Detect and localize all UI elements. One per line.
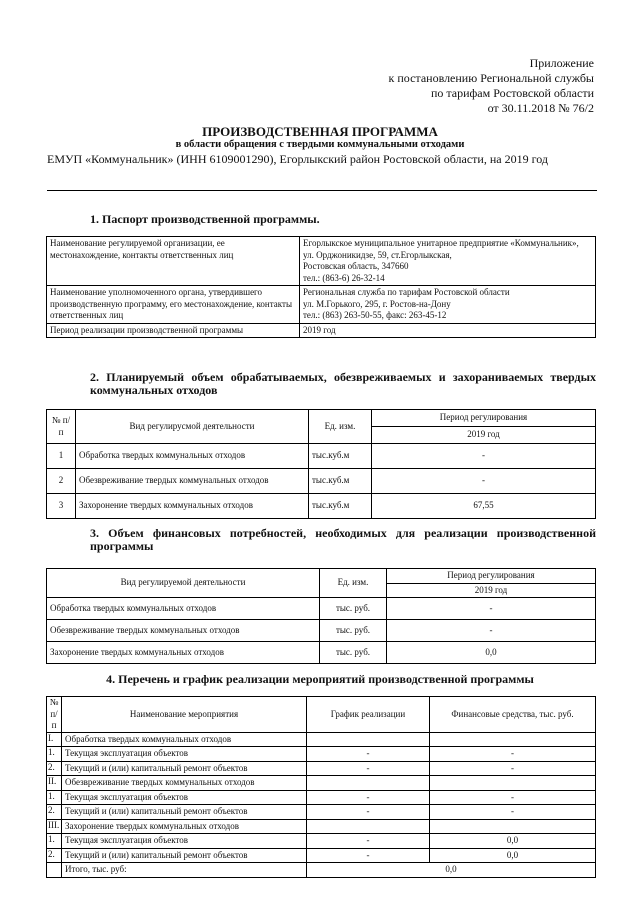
table-row [47,598,596,620]
cell-finance: 0,0 [430,834,596,849]
cell-unit: тыс. руб. [320,642,387,664]
cell-value: - [372,469,596,494]
cell-value: - [387,620,596,642]
cell-name: Захоронение твердых коммунальных отходов [62,819,307,834]
cell-num: 1. [47,790,62,805]
table-row [47,761,596,776]
cell-num [47,863,62,878]
cell-schedule: - [307,834,430,849]
cell-finance: - [430,747,596,762]
col-num: № п/п [47,410,76,444]
passport-value [300,323,596,338]
table-header-row [47,569,596,584]
cell-activity: Обезвреживание твердых коммунальных отходов [76,469,309,494]
document-title: ПРОИЗВОДСТВЕННАЯ ПРОГРАММА [202,124,438,139]
table-row [47,747,596,762]
cell-name: Текущий и (или) капитальный ремонт объектов [62,761,307,776]
cell-num: 3 [47,494,76,519]
passport-label: Наименование уполномоченного органа, утвердившего производственную программу, его местонахождение, контакты ответственных лиц [47,286,300,324]
col-period: Период регулирования [372,410,596,427]
col-finance: Финансовые средства, тыс. руб. [430,697,596,733]
cell-activity: Захоронение твердых коммунальных отходов [76,494,309,519]
cell-name: Текущая эксплуатация объектов [62,790,307,805]
cell-activity: Захоронение твердых коммунальных отходов [47,642,320,664]
cell-num: 2 [47,469,76,494]
col-period: Период регулирования [387,569,596,584]
table-row [47,776,596,791]
passport-label: Наименование регулируемой организации, ее местонахождение, контакты ответственных лиц [47,237,300,286]
table-row [47,819,596,834]
total-label: Итого, тыс. руб: [62,863,307,878]
cell-schedule [307,732,430,747]
appendix-line: Приложение [529,56,594,70]
table-header-row [47,410,596,427]
cell-value: 0,0 [387,642,596,664]
cell-schedule [307,819,430,834]
volume-table [46,409,596,519]
cell-name: Текущий и (или) капитальный ремонт объектов [62,805,307,820]
section4-heading: 4. Перечень и график реализации мероприятий производственной программы [106,672,534,686]
cell-unit: тыс.куб.м [309,469,372,494]
cell-activity: Обработка твердых коммунальных отходов [47,598,320,620]
table-row [47,494,596,519]
cell-value: 67,55 [372,494,596,519]
passport-label: Период реализации производственной программы [47,323,300,338]
value-line: тел.: (863-6) 26-32-14 [303,272,385,283]
col-year: 2019 год [387,583,596,598]
col-schedule: График реализации [307,697,430,733]
passport-table [46,236,596,338]
cell-num: 2. [47,761,62,776]
cell-unit: тыс. руб. [320,598,387,620]
appendix-line: от 30.11.2018 № 76/2 [487,101,594,115]
organization-line: ЕМУП «Коммунальник» (ИНН 6109001290), Егорлыкский район Ростовской области, на 2019 год [47,152,548,166]
cell-value: - [387,598,596,620]
cell-num: 1 [47,444,76,469]
measures-table [46,696,596,878]
cell-schedule: - [307,761,430,776]
cell-value: - [372,444,596,469]
cell-schedule [307,776,430,791]
passport-value [300,237,596,286]
cell-activity: Обезвреживание твердых коммунальных отходов [47,620,320,642]
section1-heading: 1. Паспорт производственной программы. [90,212,320,226]
value-line: ул. М.Горького, 295, г. Ростов-на-Дону [303,298,451,309]
table-row [47,620,596,642]
table-row [47,323,596,338]
value-line: Региональная служба по тарифам Ростовской области [303,287,510,297]
section3-heading: 3. Объем финансовых потребностей, необходимых для реализации производственной программы [90,526,596,553]
document-subtitle: в области обращения с твердыми коммунальными отходами [175,139,465,150]
cell-finance: - [430,790,596,805]
cell-activity: Обработка твердых коммунальных отходов [76,444,309,469]
passport-value [300,286,596,324]
table-row [47,848,596,863]
col-unit: Ед. изм. [320,569,387,598]
section2-heading: 2. Планируемый объем обрабатываемых, обезвреживаемых и захораниваемых твердых коммунальных отходов [90,370,596,397]
cell-finance [430,776,596,791]
cell-num: II. [47,776,62,791]
total-value: 0,0 [307,863,596,878]
col-activity: Вид регулируемой деятельности [47,569,320,598]
table-row [47,286,596,324]
appendix-line: по тарифам Ростовской области [430,86,594,100]
value-line: Ростовская область, 347660 [303,261,409,271]
cell-schedule: - [307,805,430,820]
cell-name: Обработка твердых коммунальных отходов [62,732,307,747]
cell-schedule: - [307,848,430,863]
table-row [47,237,596,286]
col-name: Наименование мероприятия [62,697,307,733]
table-total-row [47,863,596,878]
table-row [47,469,596,494]
cell-num: 2. [47,848,62,863]
divider [47,190,597,191]
cell-num: 2. [47,805,62,820]
cell-schedule: - [307,747,430,762]
finance-table [46,568,596,664]
col-activity: Вид регулирусмой деятельности [76,410,309,444]
cell-unit: тыс.куб.м [309,494,372,519]
col-unit: Ед. изм. [309,410,372,444]
cell-finance: 0,0 [430,848,596,863]
cell-num: 1. [47,747,62,762]
cell-num: I. [47,732,62,747]
cell-name: Текущая эксплуатация объектов [62,747,307,762]
table-row [47,834,596,849]
cell-finance [430,819,596,834]
cell-name: Текущая эксплуатация объектов [62,834,307,849]
appendix-block [389,56,594,116]
col-year: 2019 год [372,427,596,444]
col-num: № п/п [47,697,62,733]
appendix-line: к постановлению Региональной службы [388,71,594,85]
cell-finance [430,732,596,747]
value-line: тел.: (863) 263-50-55, факс: 263-45-12 [303,310,447,320]
cell-finance: - [430,805,596,820]
cell-finance: - [430,761,596,776]
value-line: ул. Орджоникидзе, 59, ст.Егорлыкская, [303,249,452,260]
table-header-row [47,697,596,733]
cell-name: Обезвреживание твердых коммунальных отходов [62,776,307,791]
cell-num: III. [47,819,62,834]
cell-name: Текущий и (или) капитальный ремонт объектов [62,848,307,863]
value-line: Егорлыкское муниципальное унитарное предприятие «Коммунальник», [303,238,579,248]
table-row [47,805,596,820]
value-line: 2019 год [303,324,336,335]
table-row [47,444,596,469]
table-row [47,790,596,805]
table-row [47,732,596,747]
cell-num: 1. [47,834,62,849]
cell-unit: тыс. руб. [320,620,387,642]
cell-unit: тыс.куб.м [309,444,372,469]
cell-schedule: - [307,790,430,805]
table-row [47,642,596,664]
